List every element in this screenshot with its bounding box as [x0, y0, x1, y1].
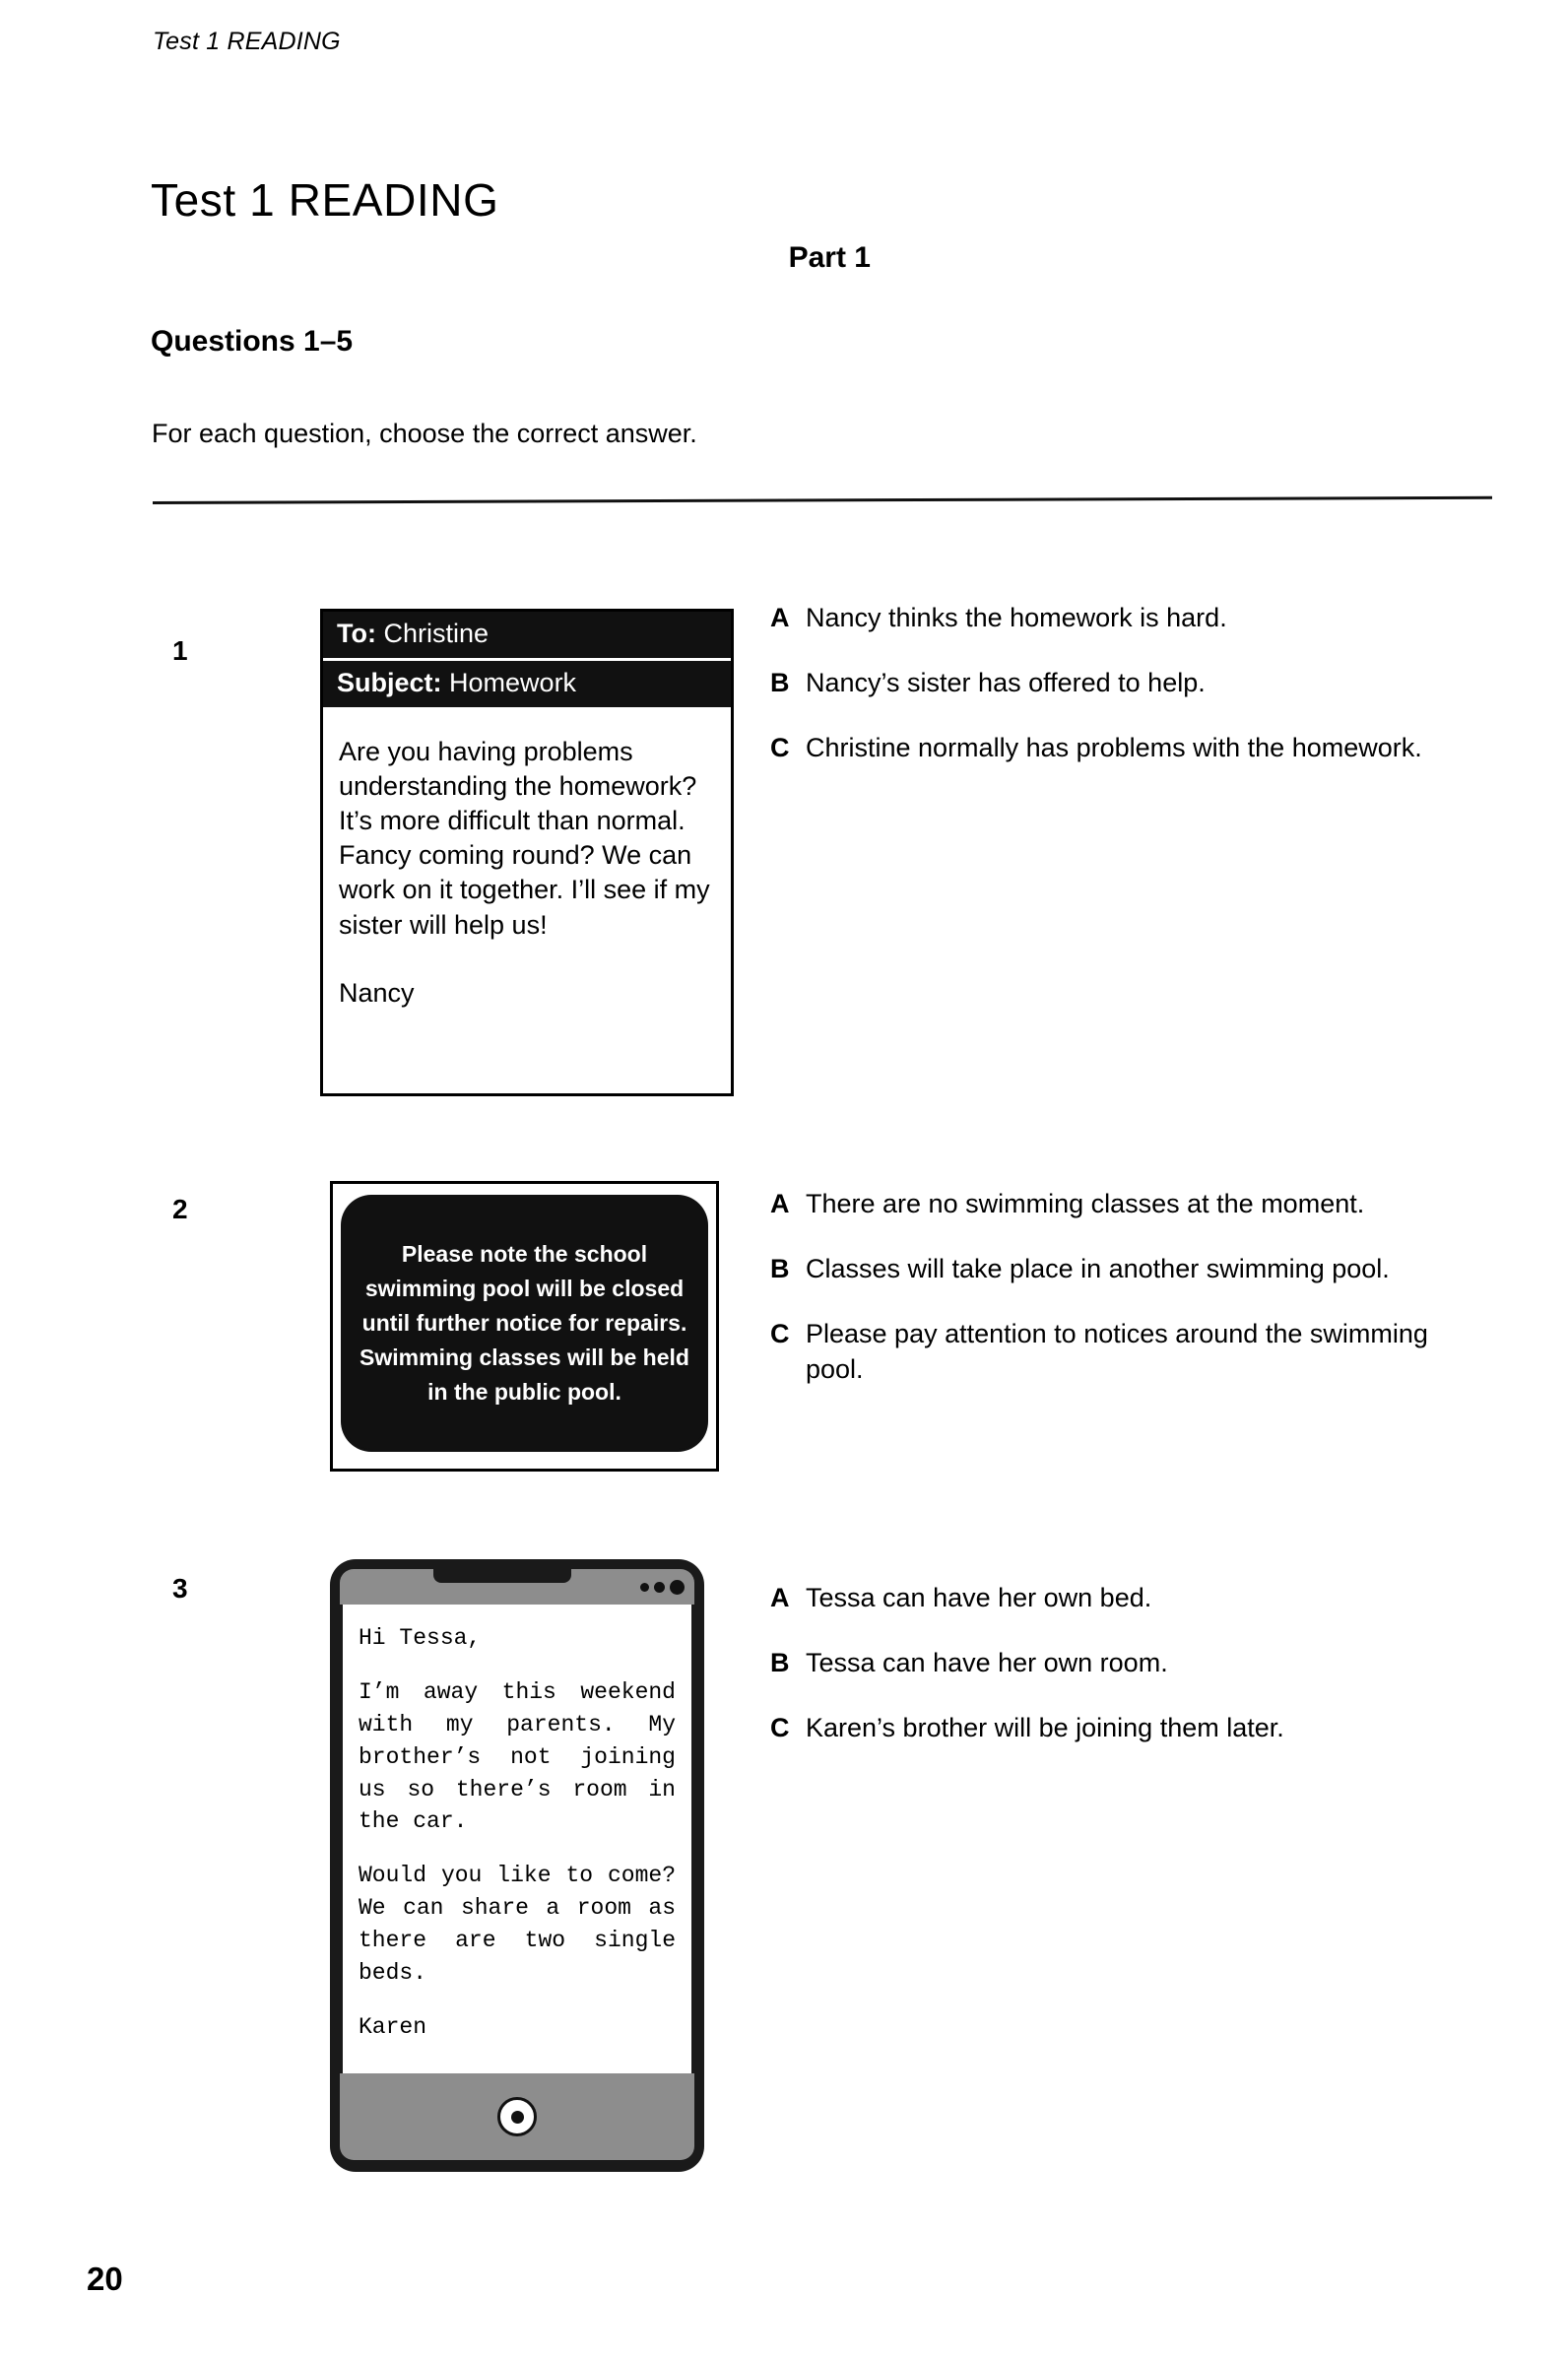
option-letter: C: [770, 1712, 790, 1742]
question-number-2: 2: [172, 1194, 188, 1224]
stimulus-phone: [330, 1559, 704, 2172]
email-subject-value: Homework: [449, 668, 577, 698]
instruction-text: For each question, choose the correct answer.: [152, 419, 697, 448]
option-row[interactable]: [770, 731, 1440, 766]
email-body-text: Are you having problems understanding the homework? It’s more difficult than normal. Fancy coming round? We can work on it together. I’ll see if my sister will help us!: [339, 737, 710, 940]
message-paragraph-1: I’m away this weekend with my parents. My brother’s not joining us so there’s room in the car.: [359, 1678, 676, 1835]
option-letter: B: [770, 1253, 790, 1283]
part-label: Part 1: [788, 241, 871, 274]
options-question-2: [770, 1187, 1440, 1417]
message-paragraph-2: Would you like to come? We can share a room as there are two single beds.: [359, 1863, 676, 1986]
phone-notch: [433, 1569, 571, 1583]
email-to-value: Christine: [383, 619, 490, 648]
email-signature: Nancy: [339, 977, 415, 1008]
phone-bottom-bar: [340, 2073, 694, 2160]
option-row[interactable]: [770, 1581, 1440, 1616]
questions-heading: Questions 1–5: [151, 325, 354, 358]
option-row[interactable]: [770, 601, 1440, 636]
option-row[interactable]: [770, 1317, 1440, 1388]
notice-text: Please note the school swimming pool will be closed until further notice for repairs. Swimming classes will be held in the public pool.: [359, 1241, 689, 1405]
question-number-1: 1: [172, 635, 188, 666]
option-letter: A: [770, 1583, 790, 1612]
option-text: Tessa can have her own bed.: [806, 1583, 1152, 1612]
email-to-label: To:: [337, 619, 376, 648]
page-title: Test 1 READING: [151, 173, 499, 226]
home-button-icon[interactable]: [497, 2097, 537, 2136]
message-signature: Karen: [359, 2013, 427, 2040]
option-row[interactable]: [770, 1646, 1440, 1681]
stimulus-notice: [330, 1181, 719, 1472]
message-greeting: Hi Tessa,: [359, 1625, 482, 1651]
option-letter: B: [770, 667, 790, 697]
phone-screen: [343, 1605, 691, 2073]
option-letter: A: [770, 1189, 790, 1218]
option-text: Classes will take place in another swimming pool.: [806, 1253, 1390, 1283]
option-letter: B: [770, 1647, 790, 1677]
option-row[interactable]: [770, 1711, 1440, 1746]
email-subject-label: Subject:: [337, 668, 442, 698]
option-letter: A: [770, 603, 790, 632]
notice-sign: [344, 1198, 705, 1449]
option-text: Christine normally has problems with the homework.: [806, 732, 1422, 762]
options-question-1: [770, 601, 1440, 796]
question-number-3: 3: [172, 1573, 188, 1604]
option-row[interactable]: [770, 666, 1440, 701]
page-number: 20: [87, 2261, 123, 2297]
section-divider: [153, 496, 1492, 504]
email-subject-row: [323, 661, 731, 707]
email-to-row: [323, 612, 731, 661]
option-text: Karen’s brother will be joining them later.: [806, 1712, 1284, 1742]
phone-top-bar: [340, 1569, 694, 1605]
option-row[interactable]: [770, 1187, 1440, 1222]
option-text: Tessa can have her own room.: [806, 1647, 1168, 1677]
running-head: Test 1 READING: [153, 28, 341, 55]
options-question-3: [770, 1581, 1440, 1776]
phone-sensor-dots-icon: [640, 1580, 685, 1595]
option-text: Please pay attention to notices around the swimming pool.: [806, 1318, 1428, 1384]
stimulus-email: [320, 609, 734, 1096]
option-letter: C: [770, 1318, 790, 1348]
option-text: There are no swimming classes at the moment.: [806, 1189, 1365, 1218]
option-row[interactable]: [770, 1252, 1440, 1287]
option-text: Nancy’s sister has offered to help.: [806, 667, 1206, 697]
option-text: Nancy thinks the homework is hard.: [806, 603, 1227, 632]
option-letter: C: [770, 732, 790, 762]
